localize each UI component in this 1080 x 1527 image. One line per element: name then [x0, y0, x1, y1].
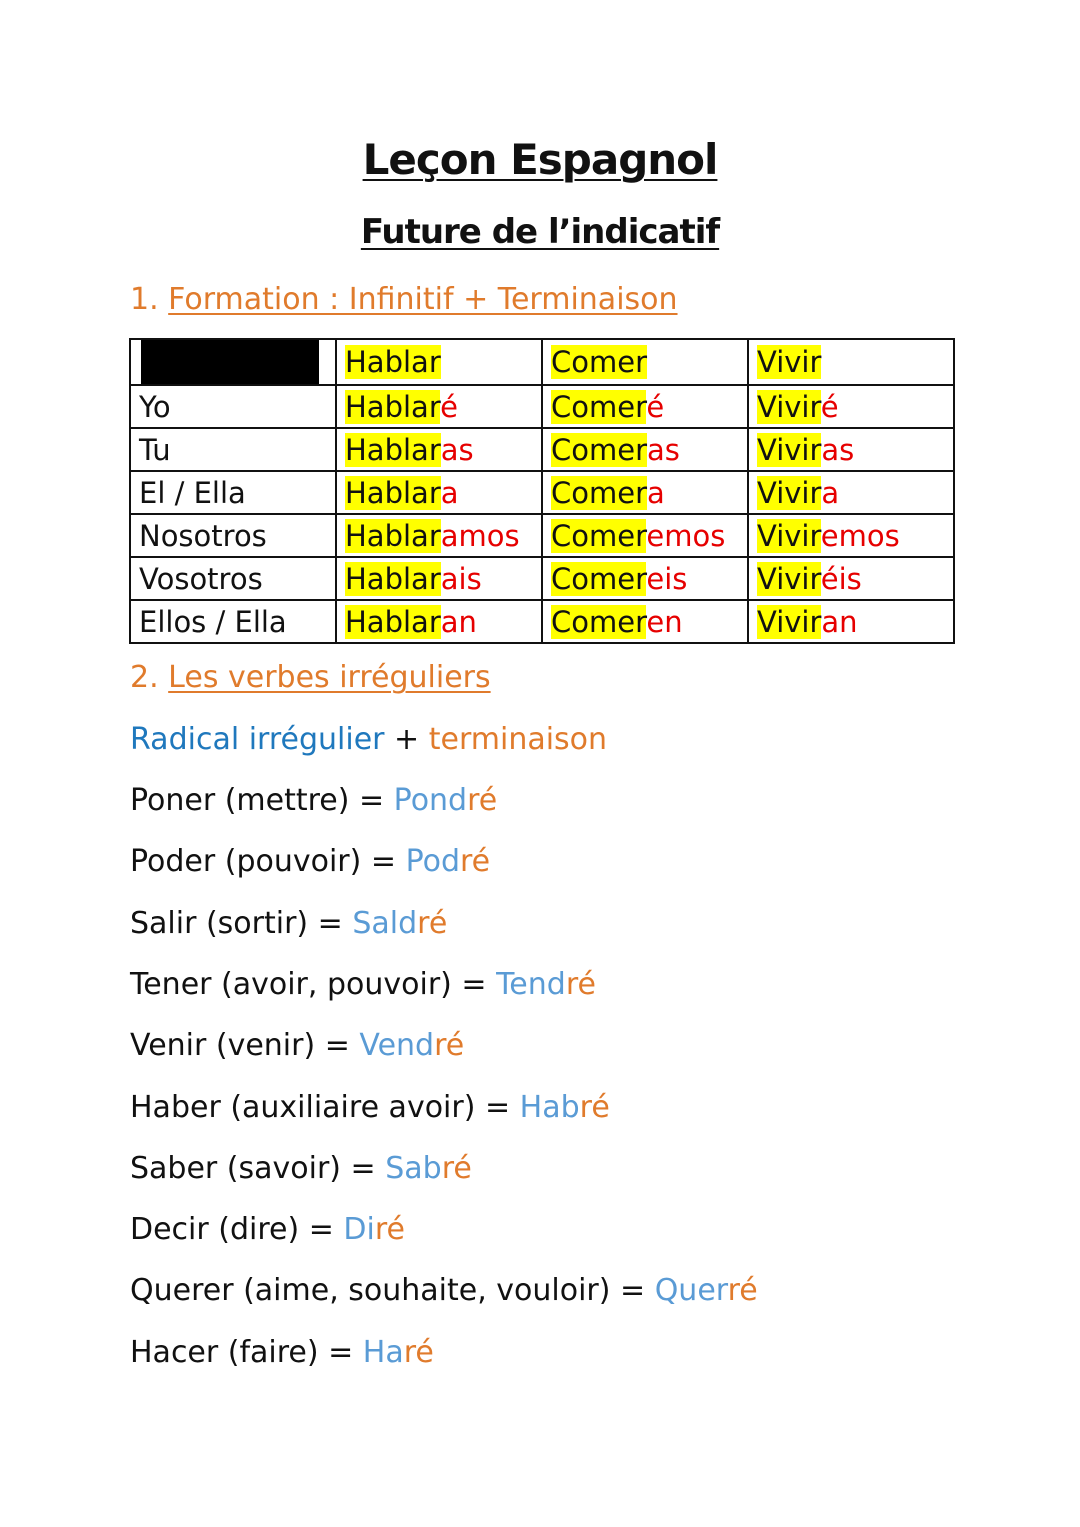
verb-stem: Hablar	[345, 604, 441, 639]
irregular-stem: Tend	[496, 966, 566, 1002]
irregular-ending: ré	[441, 1150, 472, 1186]
irregular-ending: ré	[434, 1028, 465, 1064]
page-subtitle: Future de l’indicatif	[360, 212, 720, 252]
header-cell: Comer	[542, 339, 748, 385]
irregular-stem: Quer	[654, 1273, 728, 1309]
irregular-stem: Vend	[359, 1028, 435, 1064]
irregular-verb-line	[130, 1273, 758, 1308]
verb-infinitive: Querer (aime, souhaite, vouloir) =	[130, 1273, 655, 1309]
irregular-ending: ré	[565, 966, 596, 1002]
verb-infinitive: Tener (avoir, pouvoir) =	[130, 966, 497, 1002]
irregular-verb-line	[130, 783, 497, 818]
verb-stem: Comer	[551, 389, 647, 424]
conjugation-cell	[748, 557, 954, 600]
irregular-stem: Pond	[393, 783, 468, 818]
section-2-heading	[130, 660, 491, 695]
table-row	[130, 557, 954, 600]
verb-stem: Comer	[551, 561, 647, 596]
conjugation-table	[129, 338, 955, 644]
verb-ending: a	[440, 475, 459, 510]
verb-infinitive: Hacer (faire) =	[130, 1334, 363, 1370]
pronoun-cell: Yo	[130, 385, 336, 428]
conjugation-cell	[336, 514, 542, 557]
irregular-ending: ré	[374, 1212, 405, 1248]
irregular-verb-line	[130, 844, 490, 879]
irregular-verb-line	[130, 1028, 464, 1063]
irregular-stem: Hab	[519, 1089, 580, 1125]
irregular-stem: Pod	[405, 844, 460, 880]
conjugation-cell	[748, 471, 954, 514]
irregular-ending: ré	[459, 844, 491, 880]
conjugation-cell	[542, 385, 748, 428]
irregular-stem: Sab	[385, 1150, 442, 1186]
table-row	[130, 471, 954, 514]
irregular-stem: Ha	[362, 1334, 404, 1370]
verb-stem: Comer	[551, 475, 648, 510]
conjugation-cell	[336, 600, 542, 643]
section-number: 1.	[130, 282, 159, 317]
verb-stem: Hablar	[345, 432, 441, 467]
verb-ending: as	[821, 432, 855, 467]
table-row	[130, 514, 954, 557]
verb-infinitive: Decir (dire) =	[130, 1212, 344, 1248]
verb-stem: Vivir	[757, 604, 822, 639]
verb-ending: emos	[820, 518, 900, 553]
page-title: Leçon Espagnol	[362, 135, 718, 184]
section-label: Les verbes irréguliers	[168, 660, 491, 695]
verb-stem: Comer	[551, 604, 647, 639]
pronoun-cell: Nosotros	[130, 514, 336, 557]
section-1-heading	[130, 282, 678, 317]
conjugation-cell	[542, 471, 748, 514]
pronoun-cell: Vosotros	[130, 557, 336, 600]
conjugation-cell	[748, 514, 954, 557]
verb-stem: Hablar	[345, 475, 441, 510]
verb-infinitive: Saber (savoir) =	[130, 1150, 386, 1186]
verb-ending: eis	[646, 561, 688, 596]
irregular-ending: ré	[467, 783, 498, 818]
conjugation-cell	[336, 471, 542, 514]
verb-stem: Vivir	[757, 389, 821, 424]
conjugation-cell	[542, 514, 748, 557]
conjugation-cell	[336, 428, 542, 471]
verb-ending: a	[647, 475, 665, 510]
conjugation-cell	[336, 557, 542, 600]
conjugation-cell	[542, 557, 748, 600]
rule-radical: Radical irrégulier	[130, 722, 385, 757]
conjugation-cell	[748, 600, 954, 643]
verb-stem: Comer	[551, 432, 648, 467]
verb-stem: Hablar	[345, 561, 441, 596]
irregular-stem: Di	[343, 1212, 375, 1248]
verb-stem: Vivir	[757, 518, 821, 553]
irregular-verb-line	[130, 1090, 610, 1125]
verb-ending: emos	[646, 518, 726, 553]
pronoun-cell: El / Ella	[130, 471, 336, 514]
verb-stem: Vivir	[757, 561, 821, 596]
irregular-ending: ré	[579, 1089, 610, 1125]
verb-stem: Hablar	[345, 389, 441, 424]
verb-infinitive: Poner (mettre) =	[130, 783, 394, 818]
pronoun-cell: Ellos / Ella	[130, 600, 336, 643]
section-number: 2.	[130, 660, 159, 695]
irregular-verb-line	[130, 1151, 472, 1186]
verb-ending: an	[821, 604, 858, 639]
table-row	[130, 428, 954, 471]
irregular-verb-line	[130, 906, 447, 941]
verb-stem: Hablar	[345, 518, 441, 553]
table-header-row	[130, 339, 954, 385]
table-row	[130, 385, 954, 428]
verb-ending: é	[440, 389, 458, 424]
rule-ending: terminaison	[428, 722, 608, 757]
conjugation-cell	[542, 428, 748, 471]
header-cell: Hablar	[336, 339, 542, 385]
conjugation-cell	[542, 600, 748, 643]
verb-stem: Vivir	[757, 475, 822, 510]
verb-ending: an	[440, 604, 477, 639]
verb-ending: é	[820, 389, 839, 424]
conjugation-cell	[336, 385, 542, 428]
redaction-box	[141, 340, 319, 384]
section-label: Formation : Infinitif + Terminaison	[168, 282, 678, 317]
irregular-ending: ré	[403, 1334, 434, 1370]
verb-ending: en	[646, 604, 683, 639]
verb-infinitive: Venir (venir) =	[130, 1028, 360, 1064]
verb-ending: as	[440, 432, 474, 467]
verb-ending: a	[821, 475, 840, 510]
verb-infinitive: Salir (sortir) =	[130, 905, 353, 941]
pronoun-cell: Tu	[130, 428, 336, 471]
verb-ending: é	[646, 389, 665, 424]
irregular-verb-line	[130, 967, 596, 1002]
verb-infinitive: Haber (auxiliaire avoir) =	[130, 1089, 520, 1125]
table-row	[130, 600, 954, 643]
rule-plus: +	[394, 722, 420, 757]
verb-ending: amos	[440, 518, 520, 553]
irregular-stem: Sald	[352, 905, 418, 941]
conjugation-cell	[748, 428, 954, 471]
verb-ending: as	[647, 432, 680, 467]
irregular-verb-line	[130, 1212, 405, 1247]
header-cell: Vivir	[748, 339, 954, 385]
verb-stem: Comer	[551, 518, 647, 553]
verb-stem: Vivir	[757, 432, 822, 467]
irregular-ending: ré	[417, 905, 448, 941]
irregular-ending: ré	[727, 1273, 758, 1309]
conjugation-cell	[748, 385, 954, 428]
verb-ending: ais	[440, 561, 482, 596]
verb-ending: éis	[820, 561, 862, 596]
rule-line	[130, 722, 607, 757]
verb-infinitive: Poder (pouvoir) =	[130, 844, 406, 880]
redacted-cell	[130, 339, 336, 385]
irregular-verb-line	[130, 1335, 434, 1370]
